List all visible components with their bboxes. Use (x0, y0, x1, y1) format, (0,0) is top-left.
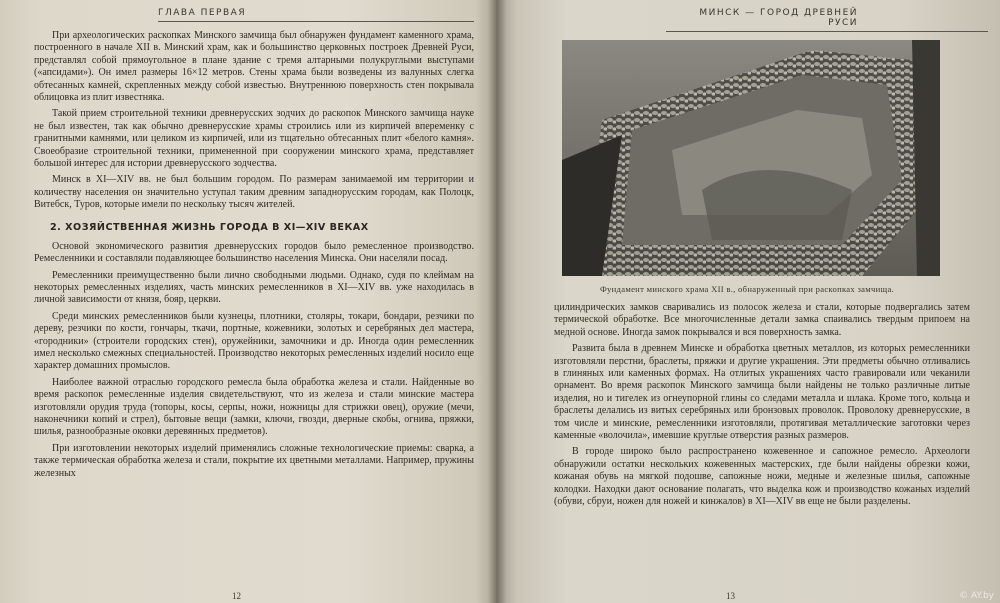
right-page (496, 0, 1000, 603)
paragraph: Минск в XI—XIV вв. не был большим городом. По размерам занимаемой им территории и количеству населения он значительно уступал таким древним западнорусским городам, как Полоцк, Витебск, Туров, которые имели по нескольку тысяч жителей. (34, 174, 474, 211)
excavation-photo (562, 40, 940, 276)
running-head-left: ГЛАВА ПЕРВАЯ (158, 8, 474, 22)
section-heading: 2. ХОЗЯЙСТВЕННАЯ ЖИЗНЬ ГОРОДА В XI—XIV ВЕКАХ (50, 221, 369, 233)
page-number-right: 13 (726, 591, 735, 601)
paragraph: Развита была в древнем Минске и обработка цветных металлов, из которых ремесленники изготовляли перстни, браслеты, пряжки и другие украшения. Эти предметы обычно отливались в глиняных или каменных формах. На отлитых украшениях часто гравировали или чеканили орнамент. Во время раскопок Минского замчища были найдены не только различные литые изделия, но и тигелек из огнеупорной глины со следами металла и шлака. Кроме того, кольца и браслеты делались из витых серебряных или бронзовых проволок. Проволоку древнерусские, в том числе и минские, ремесленники изготовляли, протягивая металлические заготовки через каменные «волочила», имевшие круглые отверстия разных размеров. (554, 343, 970, 442)
paragraph: При изготовлении некоторых изделий применялись сложные технологические приемы: сварка, а также термическая обработка железа и стали, покрытие их цветными металлами. Например, пружины железных (34, 442, 474, 479)
paragraph: Основой экономического развития древнерусских городов было ремесленное производство. Ремесленники и составляли подавляющее большинство населения Минска. Они населяли посад. (34, 240, 474, 265)
running-head-right: МИНСК — ГОРОД ДРЕВНЕЙ РУСИ (666, 8, 988, 32)
paragraph: Ремесленники преимущественно были лично свободными людьми. Однако, судя по клеймам на некоторых ремесленных изделиях, часть минских ремесленников в XI—XIV вв. уже находилась в личной зависимости от князя, бояр, церкви. (34, 269, 474, 306)
paragraph: цилиндрических замков сваривались из полосок железа и стали, которые подвергались затем термической обработке. Все многочисленные детали замка спаивались твердым припоем на медной основе. Иногда замок покрывался и вся поверхность замка. (554, 302, 970, 338)
right-page-text (554, 302, 970, 509)
book-gutter (488, 0, 506, 603)
photo-caption: Фундамент минского храма XII в., обнаруженный при раскопках замчища. (599, 284, 895, 294)
page-number-left: 12 (232, 591, 241, 601)
paragraph: В городе широко было распространено кожевенное и сапожное ремесло. Археологи обнаружили остатки нескольких кожевенных мастерских, где были найдены обрезки кожи, кожаная обувь на мягкой подошве, сапожные ножи, медные и железные шилья, сапожные колодки. Находки дают основание полагать, что выделка кож и производство кожаных изделий (обуви, сбруи, ножен для ножей и кинжалов) в XI—XIV вв еще не были разделены. (554, 446, 970, 508)
paragraph: Такой прием строительной техники древнерусских зодчих до раскопок Минского замчища науке не был известен, так как обычно древнерусские храмы строились или из кирпичей впеременку с гранитными камнями, или целиком из кирпичей, или из тщательно обтесанных плит «белого камня». Своеобразие строительной техники, примененной при сооружении минского храма, представляет большой интерес для истории древнерусского зодчества. (34, 108, 474, 170)
paragraph: Наиболее важной отраслью городского ремесла была обработка железа и стали. Найденные во время раскопок ремесленные изделия свидетельствуют, что из железа и стали минские мастера изготовляли орудия труда (топоры, косы, серпы, ножи, ножницы для стрижки овец), оружие (мечи, наконечники копий и стрел), бытовые вещи (замки, ключи, гвозди, дверные скобы, огнива, пряжки, шилья, разнообразные оковки деревянных предметов). (34, 376, 474, 438)
watermark: © AY.by (959, 591, 994, 601)
paragraph: При археологических раскопках Минского замчища был обнаружен фундамент каменного храма, построенного в начале XII в. Минский храм, как и большинство церковных построек Древней Руси, представлял собой прямоугольное в плане здание с тремя алтарными полукруглыми выступами («апсидами»). Он имел размеры 16×12 метров. Стены храма были возведены из валунных слегка обтесанных камней, скрепленных между собой известью. Внутреннюю поверхность стен покрывала облицовка из плит известняка. (34, 30, 474, 104)
foundation-photo-image (562, 40, 940, 276)
left-page (0, 0, 496, 603)
paragraph: Среди минских ремесленников были кузнецы, плотники, столяры, токари, бондари, резчики по дереву, резчики по кости, гончары, ткачи, портные, кожевники, золотых и серебряных дел мастера, «городники» (строители городских стен), оружейники, замочники и др. Иногда один ремесленник имел несколько смежных специальностей. Производство некоторых ремесленных изделий носило еще характер домашних промыслов. (34, 310, 474, 372)
